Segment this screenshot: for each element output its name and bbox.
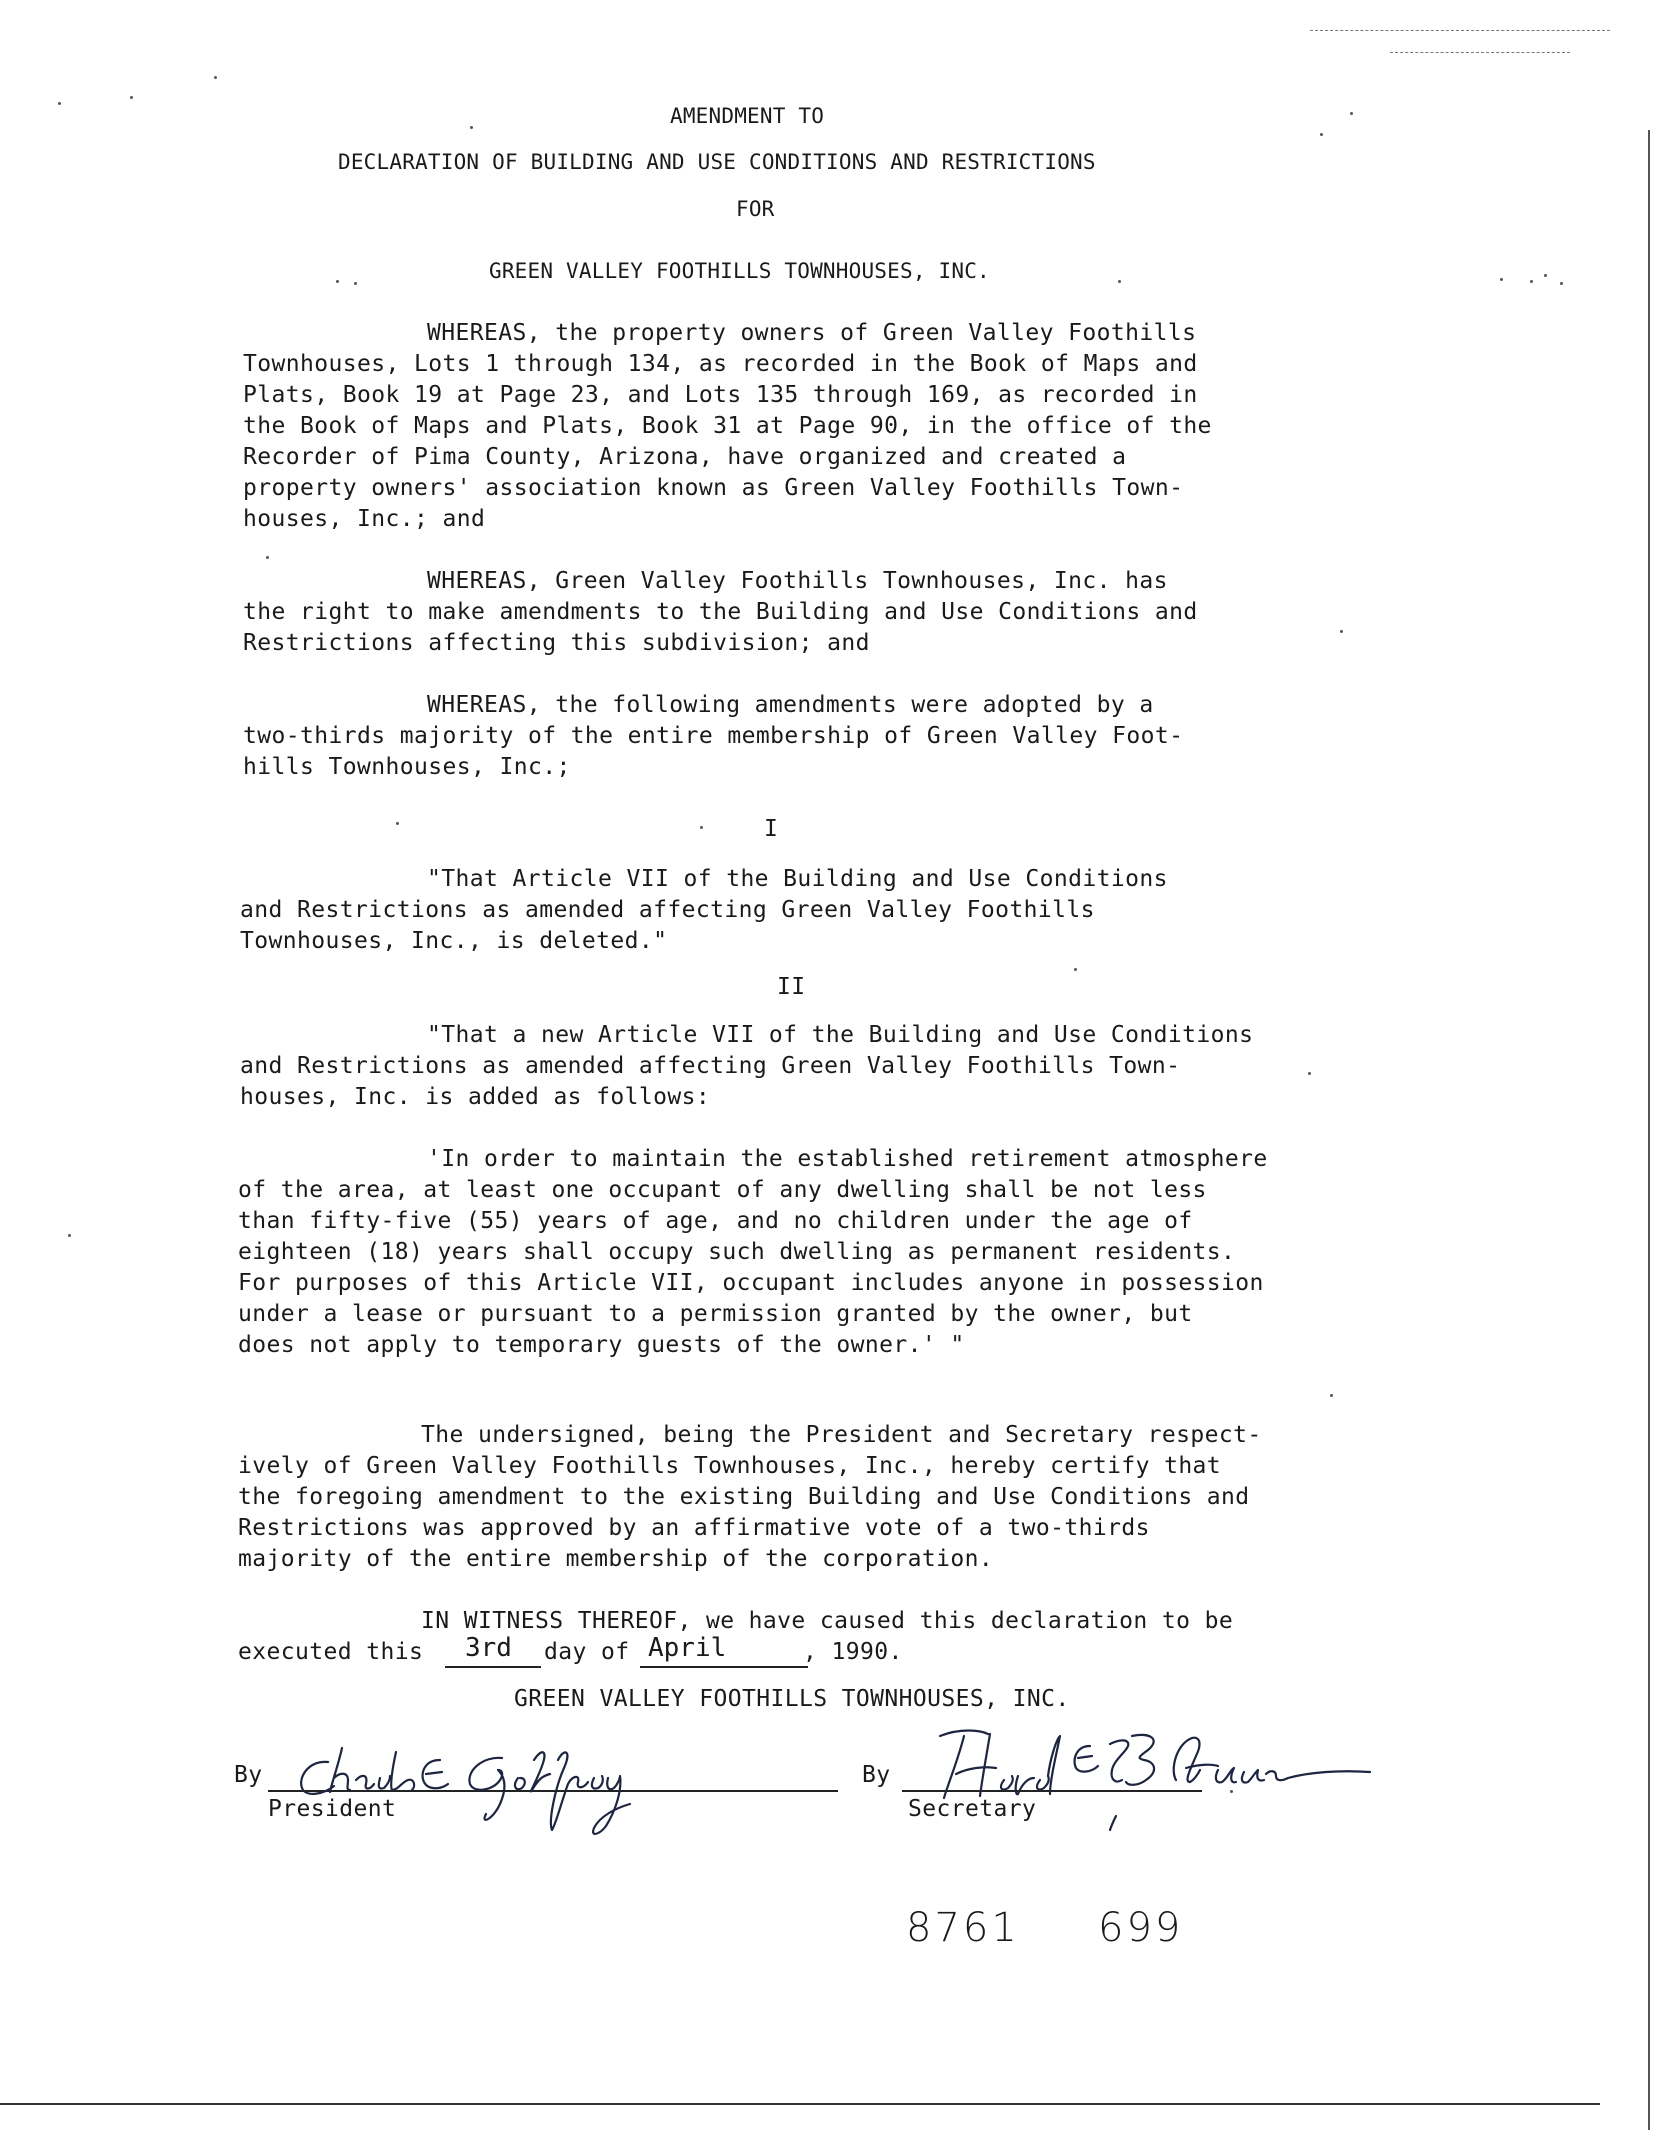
paragraph-line: ively of Green Valley Foothills Townhouses, Inc., hereby certify that [238, 1453, 1222, 1479]
paragraph-line: hills Townhouses, Inc.; [243, 754, 571, 780]
heading-line3: FOR [736, 197, 775, 221]
scan-speck [1118, 280, 1121, 283]
scan-speck [1074, 968, 1077, 971]
paragraph-line: under a lease or pursuant to a permission granted by the owner, but [238, 1301, 1193, 1327]
paragraph-line: "That a new Article VII of the Building and Use Conditions [427, 1022, 1254, 1048]
witness-line1: IN WITNESS THEREOF, we have caused this declaration to be [421, 1608, 1234, 1634]
paragraph-line: Recorder of Pima County, Arizona, have organized and created a [243, 444, 1127, 470]
heading-line2: DECLARATION OF BUILDING AND USE CONDITIONS AND RESTRICTIONS [338, 150, 1096, 174]
paragraph-line: property owners' association known as Green Valley Foothills Town- [243, 475, 1184, 501]
scan-speck [1330, 1394, 1333, 1397]
paragraph-line: the right to make amendments to the Building and Use Conditions and [243, 599, 1198, 625]
scan-top-dashes [1310, 30, 1610, 31]
witness-day-value: 3rd [465, 1633, 512, 1663]
scan-speck [1560, 282, 1563, 285]
paragraph-line: houses, Inc. is added as follows: [240, 1084, 711, 1110]
scan-speck [1230, 1790, 1233, 1793]
paragraph-line: eighteen (18) years shall occupy such dwelling as permanent residents. [238, 1239, 1236, 1265]
heading-line1: AMENDMENT TO [670, 104, 825, 128]
witness-year: , 1990. [803, 1639, 903, 1665]
paragraph-line: the Book of Maps and Plats, Book 31 at Page 90, in the office of the [243, 413, 1212, 439]
paragraph-line: The undersigned, being the President and Secretary respect- [421, 1422, 1262, 1448]
paragraph-line: Plats, Book 19 at Page 23, and Lots 135 through 169, as recorded in [243, 382, 1198, 408]
scan-speck [58, 102, 61, 105]
paragraph-line: and Restrictions as amended affecting Green Valley Foothills Town- [240, 1053, 1181, 1079]
scan-bottom-edge-line [0, 2103, 1600, 2105]
scan-speck [214, 76, 217, 79]
paragraph-line: Restrictions affecting this subdivision; and [243, 630, 870, 656]
president-signature-graphic [290, 1730, 750, 1840]
scan-speck [1500, 278, 1503, 281]
witness-month-value: April [648, 1633, 727, 1663]
president-by-label: By [234, 1762, 263, 1788]
heading-line4: GREEN VALLEY FOOTHILLS TOWNHOUSES, INC. [489, 259, 990, 283]
scan-speck [1340, 630, 1343, 633]
paragraph-line: WHEREAS, Green Valley Foothills Townhouses, Inc. has [427, 568, 1168, 594]
scan-speck [700, 826, 703, 829]
scan-right-edge-line [1648, 130, 1650, 2130]
witness-executed-prefix: executed this [238, 1639, 424, 1665]
paragraph-line: For purposes of this Article VII, occupant includes anyone in possession [238, 1270, 1264, 1296]
secretary-signature-graphic [900, 1710, 1420, 1840]
paragraph-line: WHEREAS, the property owners of Green Valley Foothills [427, 320, 1197, 346]
scan-speck [68, 1234, 71, 1237]
scan-speck [1320, 133, 1323, 136]
scan-speck [336, 280, 339, 283]
scan-speck [1350, 112, 1353, 115]
scan-speck [1544, 274, 1547, 277]
month-underline [640, 1666, 808, 1668]
paragraph-line: houses, Inc.; and [243, 506, 486, 532]
scan-speck [396, 822, 399, 825]
paragraph-line: and Restrictions as amended affecting Green Valley Foothills [240, 897, 1095, 923]
day-underline [445, 1666, 541, 1668]
paragraph-line: of the area, at least one occupant of any dwelling shall be not less [238, 1177, 1207, 1203]
paragraph-line: Townhouses, Lots 1 through 134, as recorded in the Book of Maps and [243, 351, 1198, 377]
witness-day-of: day of [544, 1639, 630, 1665]
paragraph-line: does not apply to temporary guests of the owner.' " [238, 1332, 965, 1358]
recording-page-number: 699 [1098, 1905, 1184, 1951]
paragraph-line: Restrictions was approved by an affirmative vote of a two-thirds [238, 1515, 1150, 1541]
paragraph-line: the foregoing amendment to the existing Building and Use Conditions and [238, 1484, 1250, 1510]
paragraph-line: than fifty-five (55) years of age, and no children under the age of [238, 1208, 1193, 1234]
secretary-title: Secretary [908, 1796, 1037, 1822]
secretary-by-label: By [862, 1762, 891, 1788]
recording-book-number: 8761 [906, 1905, 1020, 1951]
paragraph-line: "That Article VII of the Building and Use Conditions [427, 866, 1168, 892]
president-title: President [268, 1796, 397, 1822]
scan-speck [470, 126, 473, 129]
section-numeral-i: I [764, 816, 779, 842]
paragraph-line: two-thirds majority of the entire membership of Green Valley Foot- [243, 723, 1184, 749]
scan-speck [1530, 280, 1533, 283]
scan-speck [266, 556, 269, 559]
paragraph-line: 'In order to maintain the established retirement atmosphere [427, 1146, 1268, 1172]
section-numeral-ii: II [777, 974, 806, 1000]
paragraph-line: Townhouses, Inc., is deleted." [240, 928, 668, 954]
scan-top-dashes [1390, 52, 1570, 53]
paragraph-line: WHEREAS, the following amendments were adopted by a [427, 692, 1154, 718]
paragraph-line: majority of the entire membership of the corporation. [238, 1546, 994, 1572]
scan-speck [1308, 1072, 1311, 1075]
scan-speck [130, 96, 133, 99]
scan-speck [354, 282, 357, 285]
corporation-name: GREEN VALLEY FOOTHILLS TOWNHOUSES, INC. [514, 1686, 1070, 1712]
